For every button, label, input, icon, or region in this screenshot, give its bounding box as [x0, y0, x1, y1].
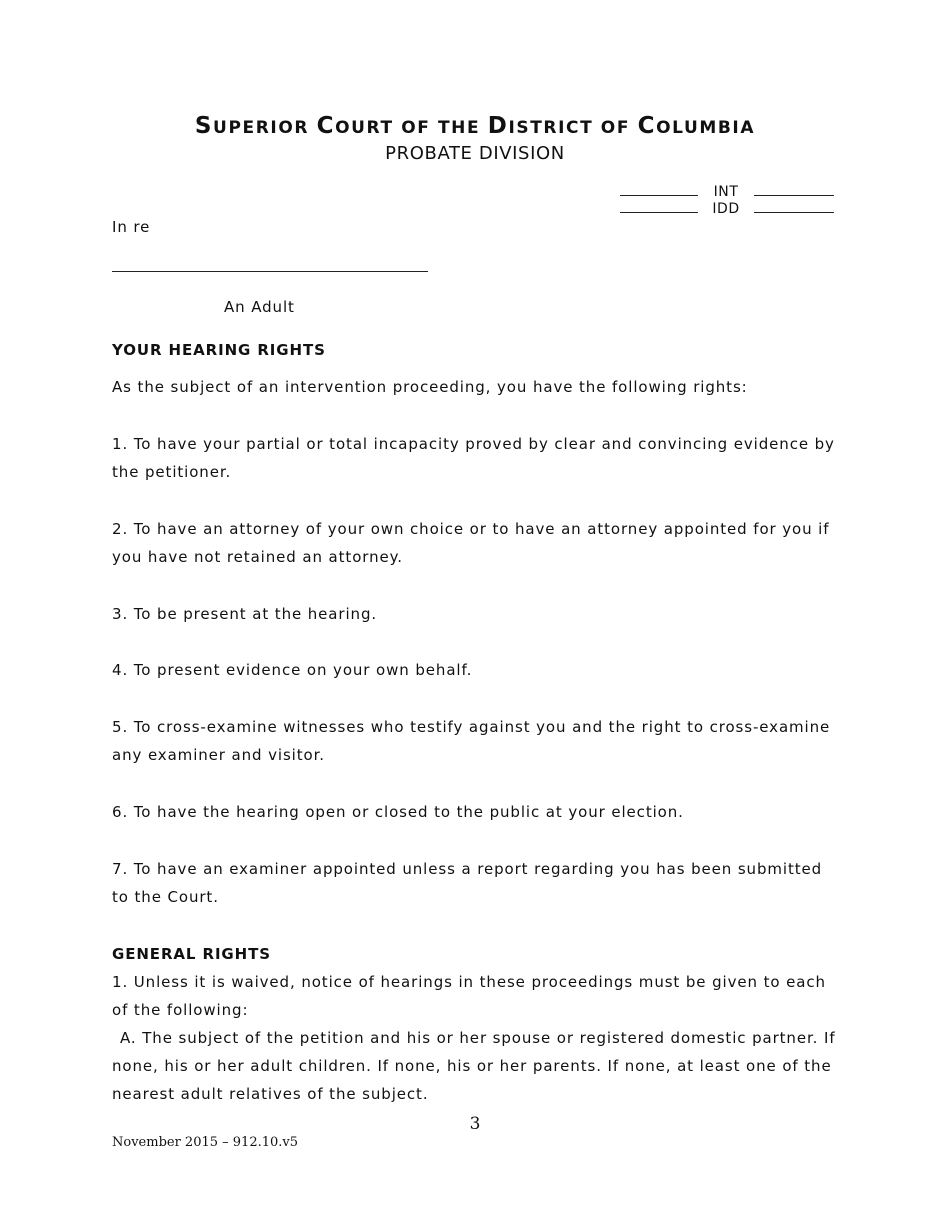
case-number-int	[620, 184, 834, 200]
division-title: PROBATE DIVISION	[385, 143, 565, 164]
hearing-rights-heading: YOUR HEARING RIGHTS	[112, 341, 326, 359]
hearing-right-item: 2. To have an attorney of your own choice or to have an attorney appointed for you if you have not retained an attorney.	[112, 520, 830, 566]
court-title: SUPERIOR COURT OF THE DISTRICT OF COLUMBIA	[194, 113, 756, 139]
subject-name-line[interactable]	[112, 271, 428, 272]
hearing-right-item: 6. To have the hearing open or closed to the public at your election.	[112, 803, 684, 821]
case-number-prefix-blank[interactable]	[620, 194, 698, 196]
case-number-idd	[620, 201, 834, 217]
hearing-right-item: 7. To have an examiner appointed unless a report regarding you has been submitted to the Court.	[112, 860, 823, 906]
general-right-item: 1. Unless it is waived, notice of hearings in these proceedings must be given to each of the following:	[112, 973, 826, 1019]
hearing-right-item: 1. To have your partial or total incapacity proved by clear and convincing evidence by the petitioner.	[112, 435, 835, 481]
hearing-right-item: 3. To be present at the hearing.	[112, 605, 378, 623]
case-type-idd-label: IDD	[712, 201, 740, 217]
case-number-prefix-blank[interactable]	[620, 211, 698, 213]
case-number-suffix-blank[interactable]	[754, 211, 834, 213]
in-re-label: In re	[112, 218, 151, 236]
hearing-right-item: 5. To cross-examine witnesses who testify against you and the right to cross-examine any examiner and visitor.	[112, 718, 831, 764]
general-rights-heading: GENERAL RIGHTS	[112, 945, 271, 963]
hearing-right-item: 4. To present evidence on your own behalf.	[112, 661, 473, 679]
form-footer: November 2015 – 912.10.v5	[112, 1135, 299, 1150]
general-right-subitem: A. The subject of the petition and his or her spouse or registered domestic partner. If none, his or her adult children. If none, his or her parents. If none, at least one of the nearest adult relatives of the subject.	[112, 1029, 836, 1103]
case-number-suffix-blank[interactable]	[754, 194, 834, 196]
hearing-rights-intro: As the subject of an intervention proceeding, you have the following rights:	[112, 378, 748, 396]
page-number: 3	[469, 1114, 481, 1134]
case-type-int-label: INT	[713, 184, 739, 200]
party-label: An Adult	[224, 298, 295, 316]
